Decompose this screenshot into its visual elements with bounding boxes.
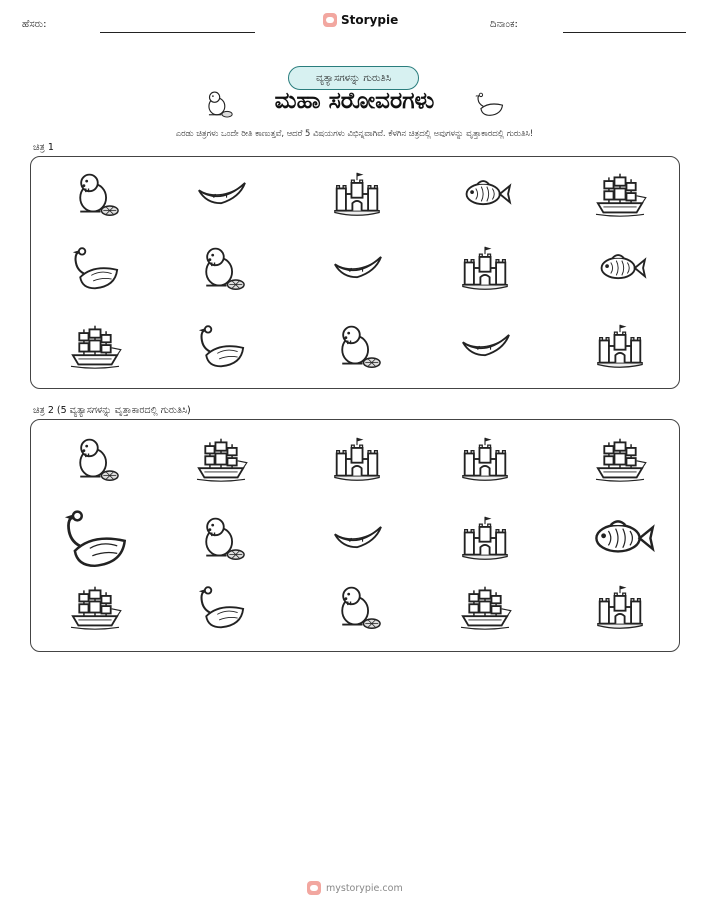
canoe-icon[interactable] <box>329 514 385 562</box>
footer-url[interactable]: mystorypie.com <box>326 882 403 894</box>
beaver-icon <box>329 322 385 370</box>
date-line[interactable] <box>563 32 686 33</box>
canoe-icon <box>193 170 249 218</box>
picture2-label: ಚಿತ್ರ 2 (5 ವ್ಯತ್ಯಾಸಗಳನ್ನು ವೃತ್ತಾಕಾರದಲ್ಲಿ ಗುರುತಿಸಿ) <box>33 405 191 416</box>
castle-icon <box>329 170 385 218</box>
ship-icon[interactable] <box>67 583 123 631</box>
brand <box>323 13 398 27</box>
beaver-icon[interactable] <box>329 583 385 631</box>
swan-icon[interactable] <box>193 583 249 631</box>
activity-badge: ವ್ಯತ್ಯಾಸಗಳನ್ನು ಗುರುತಿಸಿ <box>288 66 419 90</box>
canoe-icon <box>329 244 385 292</box>
swan-icon[interactable] <box>57 506 133 571</box>
picture1-label: ಚಿತ್ರ 1 <box>33 142 54 153</box>
brand-name: Storypie <box>341 13 399 27</box>
fish-icon[interactable] <box>584 507 657 569</box>
castle-icon[interactable] <box>457 514 513 562</box>
ship-icon[interactable] <box>592 435 648 483</box>
ship-icon[interactable] <box>193 435 249 483</box>
ship-icon <box>67 322 123 370</box>
castle-icon <box>457 244 513 292</box>
date-label: ದಿನಾಂಕ: <box>490 19 518 30</box>
beaver-icon[interactable] <box>67 435 123 483</box>
fish-icon <box>592 244 648 292</box>
castle-icon[interactable] <box>457 435 513 483</box>
beaver-icon <box>67 170 123 218</box>
castle-icon[interactable] <box>592 583 648 631</box>
beaver-icon[interactable] <box>193 514 249 562</box>
instruction-text: ಎರಡು ಚಿತ್ರಗಳು ಒಂದೇ ರೀತಿ ಕಾಣುತ್ತವೆ, ಆದರೆ 5 ವಿಷಯಗಳು ವಿಭಿನ್ನವಾಗಿವೆ. ಕೆಳಗಿನ ಚಿತ್ರದಲ್ಲಿ ಅವುಗಳನ್ನು ವೃತ್ತಾಕಾರದಲ್ಲಿ ಗುರುತಿಸಿ! <box>175 128 534 138</box>
swan-icon <box>473 89 507 119</box>
storypie-logo-icon <box>307 881 321 895</box>
castle-icon <box>592 322 648 370</box>
fish-icon <box>457 170 513 218</box>
name-line[interactable] <box>100 32 255 33</box>
worksheet-title: ಮಹಾ ಸರೋವರಗಳು <box>274 88 435 114</box>
name-label: ಹೆಸರು: <box>22 19 47 30</box>
swan-icon <box>67 244 123 292</box>
canoe-icon <box>457 322 513 370</box>
ship-icon[interactable] <box>457 583 513 631</box>
storypie-logo-icon <box>323 13 337 27</box>
beaver-icon <box>193 244 249 292</box>
castle-icon[interactable] <box>329 435 385 483</box>
ship-icon <box>592 170 648 218</box>
footer <box>307 881 403 895</box>
swan-icon <box>193 322 249 370</box>
